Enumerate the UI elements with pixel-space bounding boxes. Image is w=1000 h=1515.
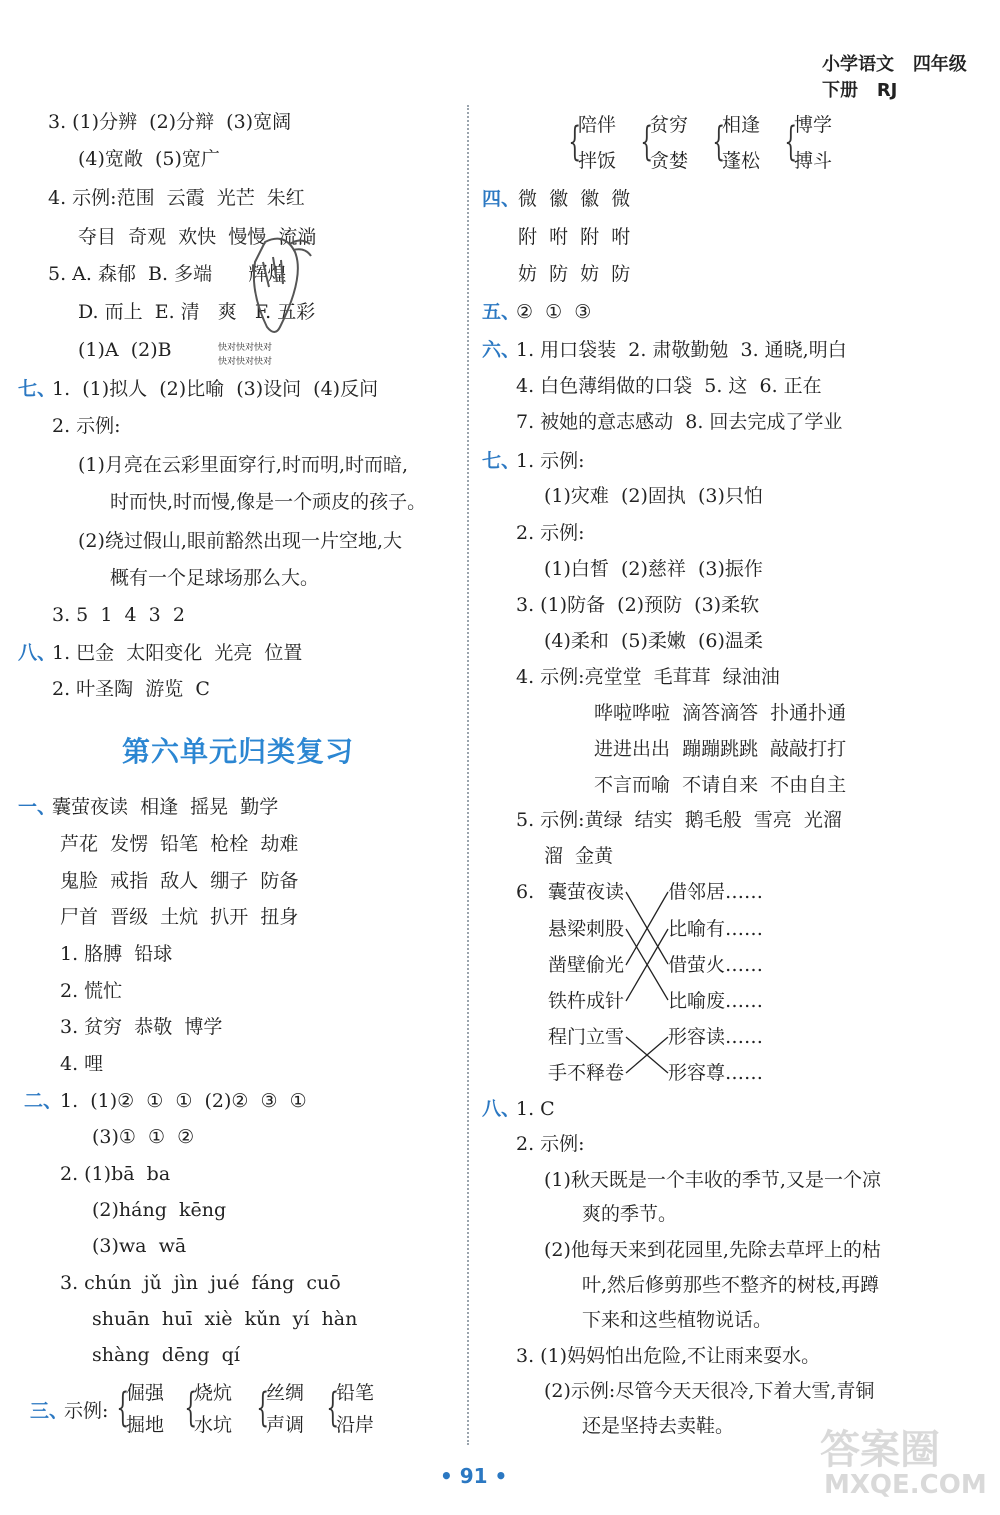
header-blank-area [0, 0, 330, 84]
section-marker: 四、 [482, 188, 521, 210]
answer-line: 1. C [516, 1098, 555, 1120]
answer-line: 3. 5 1 4 3 2 [52, 604, 185, 626]
brace: { [184, 1385, 198, 1431]
answer-line: (2)绕过假山,眼前豁然出现一片空地,大 [78, 530, 402, 552]
word-pair-bottom: 拌饭 [578, 150, 617, 172]
section-marker: 五、 [482, 301, 521, 323]
answer-line: (1)月亮在云彩里面穿行,时而明,时而暗, [78, 454, 409, 476]
answer-line: 6. [516, 881, 535, 903]
answer-line: 进进出出 蹦蹦跳跳 敲敲打打 [594, 738, 847, 760]
watermark [800, 1410, 1000, 1510]
answer-line: 爽的季节。 [582, 1203, 678, 1225]
section-marker: 七、 [482, 450, 521, 472]
word-pair-bottom: 蓬松 [722, 150, 761, 172]
idiom: 凿壁偷光 [548, 954, 625, 976]
section-marker: 八、 [482, 1098, 521, 1120]
word-pair-top: 铅笔 [336, 1382, 375, 1404]
answer-line: (2)háng kēng [92, 1199, 227, 1221]
answer-line: (3)wa wā [92, 1235, 187, 1257]
idiom: 铁杵成针 [548, 990, 625, 1012]
word-pair-top: 相逢 [722, 114, 761, 136]
idiom-meaning: 借萤火…… [668, 954, 764, 976]
brace: { [640, 119, 654, 165]
answer-line: 1. 用口袋装 2. 肃敬勤勉 3. 通晓,明白 [516, 339, 847, 361]
answer-line: 4. 示例:亮堂堂 毛茸茸 绿油油 [516, 666, 780, 688]
answer-line: shuān huī xiè kǔn yí hàn [92, 1308, 358, 1330]
answer-line: 不言而喻 不请自来 不由自主 [594, 774, 847, 796]
answer-line: 2. 示例: [516, 522, 585, 544]
answer-line: (4)柔和 (5)柔嫩 (6)温柔 [544, 630, 763, 652]
answer-line: 3. (1)防备 (2)预防 (3)柔软 [516, 594, 760, 616]
header-subject: 小学语文 [822, 54, 894, 75]
stamp-text: 快对快对快对 [218, 343, 273, 353]
section-marker: 二、 [24, 1090, 63, 1112]
word-pair-top: 贫穷 [650, 114, 689, 136]
answer-line: (2)示例:尽管今天天很冷,下着大雪,青铜 [544, 1380, 875, 1402]
answer-line: (1)白皙 (2)慈祥 (3)振作 [544, 558, 763, 580]
brace: { [712, 119, 726, 165]
word-pair-bottom: 声调 [266, 1414, 305, 1436]
answer-line: 概有一个足球场那么大。 [110, 567, 320, 589]
answer-line: 2. 示例: [516, 1133, 585, 1155]
word-pair-top: 丝绸 [266, 1382, 305, 1404]
word-pair-bottom: 水坑 [194, 1414, 233, 1436]
answer-line: D. 而上 E. 清 爽 F. 五彩 [78, 301, 316, 323]
answer-line: 2. (1)bā ba [60, 1163, 171, 1185]
answer-line: 溜 金黄 [544, 845, 614, 867]
word-pair-top: 烧炕 [194, 1382, 233, 1404]
brace: { [256, 1385, 270, 1431]
answer-line: 哗啦哗啦 滴答滴答 扑通扑通 [594, 702, 847, 724]
section-marker: 三、 [30, 1400, 69, 1422]
word-pair-top: 博学 [794, 114, 833, 136]
answer-line: 叶,然后修剪那些不整齐的树枝,再蹲 [582, 1274, 880, 1296]
answer-line: 1. (1)② ① ① (2)② ③ ① [60, 1090, 307, 1112]
answer-line: 7. 被她的意志感动 8. 回去完成了学业 [516, 411, 843, 433]
answer-line: 2. 示例: [52, 415, 121, 437]
answer-line: 夺目 奇观 欢快 慢慢 流淌 [78, 226, 317, 248]
watermark-text: 答案圈 [820, 1427, 940, 1473]
idiom: 囊萤夜读 [548, 881, 625, 903]
answer-line: 3. (1)分辨 (2)分辩 (3)宽阔 [48, 111, 292, 133]
answer-line: 4. 示例:范围 云霞 光芒 朱红 [48, 187, 305, 209]
word-pair-top: 倔强 [126, 1382, 165, 1404]
answer-line: 下来和这些植物说话。 [582, 1309, 773, 1331]
carrot-stamp-icon [235, 232, 315, 352]
answer-line: ② ① ③ [516, 301, 592, 323]
header-grade: 四年级 [912, 54, 967, 75]
page-number: • 91 • [440, 1464, 508, 1488]
word-pair-bottom: 搏斗 [794, 150, 833, 172]
brace: { [326, 1385, 340, 1431]
answer-line: 4. 白色薄绢做的口袋 5. 这 6. 正在 [516, 375, 822, 397]
answer-line: 5. 示例:黄绿 结实 鹅毛般 雪亮 光溜 [516, 809, 842, 831]
section-marker: 八、 [18, 642, 57, 664]
column-divider [467, 105, 469, 1445]
idiom-meaning: 形容读…… [668, 1026, 764, 1048]
answer-line: 还是坚持去卖鞋。 [582, 1415, 735, 1437]
section-marker: 六、 [482, 339, 521, 361]
word-pair-bottom: 掘地 [126, 1414, 165, 1436]
idiom-meaning: 借邻居…… [668, 881, 764, 903]
answer-line: 妨 防 妨 防 [518, 263, 631, 285]
word-pair-bottom: 沿岸 [336, 1414, 375, 1436]
answer-line: (1)秋天既是一个丰收的季节,又是一个凉 [544, 1169, 881, 1191]
answer-line: 5. A. 森郁 B. 多端 辉煌 [48, 263, 287, 285]
brace: { [568, 119, 582, 165]
idiom: 手不释卷 [548, 1062, 625, 1084]
answer-line: (1)灾难 (2)固执 (3)只怕 [544, 485, 763, 507]
answer-line: 时而快,时而慢,像是一个顽皮的孩子。 [110, 491, 427, 513]
answer-line: (2)他每天来到花园里,先除去草坪上的枯 [544, 1239, 881, 1261]
section-marker: 一、 [18, 796, 57, 818]
idiom: 程门立雪 [548, 1026, 625, 1048]
answer-line: 囊萤夜读 相逢 摇晃 勤学 [52, 796, 279, 818]
answer-line: 3. 贫穷 恭敬 博学 [60, 1016, 223, 1038]
answer-line: 3. chún jǔ jìn jué fáng cuō [60, 1272, 341, 1294]
answer-line: 鬼脸 戒指 敌人 绷子 防备 [60, 870, 299, 892]
brace: { [784, 119, 798, 165]
answer-line: 1. (1)拟人 (2)比喻 (3)设问 (4)反问 [52, 378, 379, 400]
answer-line: 3. (1)妈妈怕出危险,不让雨来耍水。 [516, 1345, 821, 1367]
header-edition: RJ [876, 80, 898, 101]
stamp-text: 快对快对快对 [218, 357, 273, 367]
answer-line: 尸首 晋级 土炕 扒开 扭身 [60, 906, 299, 928]
answer-line: (4)宽敞 (5)宽广 [78, 148, 220, 170]
watermark-url: MXQE.COM [824, 1470, 987, 1500]
header-volume: 下册 [822, 80, 858, 101]
answer-line: 1. 巴金 太阳变化 光亮 位置 [52, 642, 303, 664]
idiom-meaning: 比喻有…… [668, 918, 764, 940]
page-header [822, 50, 1000, 102]
answer-line: 芦花 发愣 铅笔 枪栓 劫难 [60, 833, 299, 855]
brace: { [116, 1385, 130, 1431]
word-pair-top: 陪伴 [578, 114, 617, 136]
matching-lines [620, 880, 680, 1080]
answer-line: (3)① ① ② [92, 1126, 195, 1148]
word-pair-bottom: 贪婪 [650, 150, 689, 172]
unit-title: 第六单元归类复习 [122, 735, 355, 768]
answer-line: 附 咐 附 咐 [518, 226, 631, 248]
answer-line: 2. 叶圣陶 游览 C [52, 678, 210, 700]
answer-line: 1. 胳膊 铅球 [60, 943, 173, 965]
section-marker: 七、 [18, 378, 57, 400]
answer-line: 示例: [64, 1400, 109, 1422]
answer-line: 微 徽 徽 微 [518, 188, 631, 210]
answer-line: shàng dēng qí [92, 1344, 240, 1366]
answer-line: (1)A (2)B [78, 339, 172, 361]
idiom-meaning: 形容尊…… [668, 1062, 764, 1084]
answer-line: 2. 慌忙 [60, 980, 123, 1002]
idiom: 悬梁刺股 [548, 918, 625, 940]
answer-line: 1. 示例: [516, 450, 585, 472]
answer-line: 4. 哩 [60, 1053, 104, 1075]
idiom-meaning: 比喻废…… [668, 990, 764, 1012]
